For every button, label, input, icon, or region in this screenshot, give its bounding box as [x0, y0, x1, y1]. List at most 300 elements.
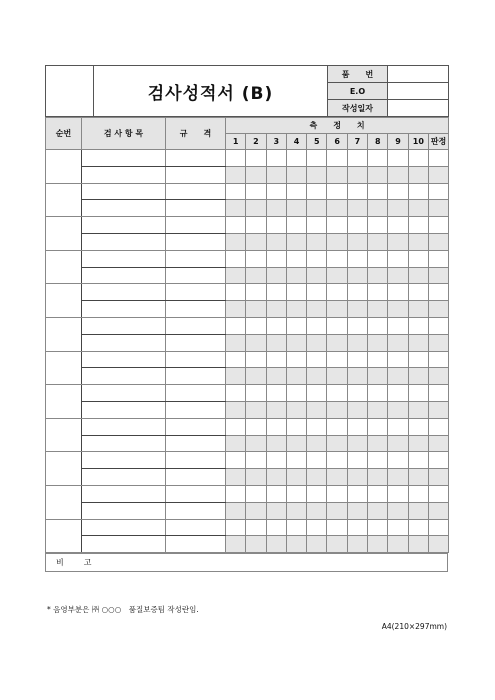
measure-cell[interactable] [368, 250, 388, 267]
measure-cell[interactable] [368, 150, 388, 167]
measure-cell[interactable] [286, 401, 306, 418]
verdict-cell[interactable] [428, 435, 448, 452]
measure-cell[interactable] [266, 418, 286, 435]
measure-cell[interactable] [347, 334, 367, 351]
item-cell[interactable] [82, 418, 166, 435]
measure-cell[interactable] [286, 200, 306, 217]
measure-cell[interactable] [327, 401, 347, 418]
measure-cell[interactable] [226, 183, 246, 200]
measure-cell[interactable] [307, 368, 327, 385]
measure-cell[interactable] [286, 317, 306, 334]
measure-cell[interactable] [347, 200, 367, 217]
item-cell[interactable] [82, 267, 166, 284]
spec-cell[interactable] [166, 418, 226, 435]
measure-cell[interactable] [286, 519, 306, 536]
measure-cell[interactable] [388, 301, 408, 318]
measure-cell[interactable] [327, 183, 347, 200]
measure-cell[interactable] [286, 150, 306, 167]
measure-cell[interactable] [347, 368, 367, 385]
measure-cell[interactable] [266, 284, 286, 301]
measure-cell[interactable] [388, 334, 408, 351]
measure-cell[interactable] [266, 536, 286, 553]
measure-cell[interactable] [286, 385, 306, 402]
spec-cell[interactable] [166, 502, 226, 519]
spec-cell[interactable] [166, 351, 226, 368]
measure-cell[interactable] [368, 502, 388, 519]
item-cell[interactable] [82, 284, 166, 301]
measure-cell[interactable] [327, 250, 347, 267]
measure-cell[interactable] [286, 368, 306, 385]
item-cell[interactable] [82, 250, 166, 267]
measure-cell[interactable] [347, 267, 367, 284]
measure-cell[interactable] [307, 200, 327, 217]
measure-cell[interactable] [388, 317, 408, 334]
measure-cell[interactable] [307, 536, 327, 553]
measure-cell[interactable] [388, 385, 408, 402]
seq-cell[interactable] [46, 150, 82, 184]
measure-cell[interactable] [266, 435, 286, 452]
measure-cell[interactable] [327, 317, 347, 334]
measure-cell[interactable] [347, 401, 367, 418]
measure-cell[interactable] [307, 385, 327, 402]
measure-cell[interactable] [266, 368, 286, 385]
seq-cell[interactable] [46, 217, 82, 251]
measure-cell[interactable] [307, 334, 327, 351]
measure-cell[interactable] [246, 368, 266, 385]
measure-cell[interactable] [368, 418, 388, 435]
measure-cell[interactable] [388, 485, 408, 502]
item-cell[interactable] [82, 452, 166, 469]
measure-cell[interactable] [226, 401, 246, 418]
measure-cell[interactable] [226, 368, 246, 385]
measure-cell[interactable] [307, 435, 327, 452]
measure-cell[interactable] [388, 166, 408, 183]
measure-cell[interactable] [246, 217, 266, 234]
item-cell[interactable] [82, 469, 166, 486]
measure-cell[interactable] [246, 469, 266, 486]
measure-cell[interactable] [226, 284, 246, 301]
measure-cell[interactable] [327, 385, 347, 402]
measure-cell[interactable] [388, 284, 408, 301]
measure-cell[interactable] [368, 351, 388, 368]
measure-cell[interactable] [327, 485, 347, 502]
measure-cell[interactable] [368, 166, 388, 183]
seq-cell[interactable] [46, 351, 82, 385]
measure-cell[interactable] [307, 150, 327, 167]
measure-cell[interactable] [286, 536, 306, 553]
verdict-cell[interactable] [428, 418, 448, 435]
spec-cell[interactable] [166, 469, 226, 486]
measure-cell[interactable] [368, 435, 388, 452]
measure-cell[interactable] [226, 435, 246, 452]
measure-cell[interactable] [226, 317, 246, 334]
item-cell[interactable] [82, 166, 166, 183]
measure-cell[interactable] [246, 385, 266, 402]
spec-cell[interactable] [166, 385, 226, 402]
measure-cell[interactable] [408, 267, 428, 284]
measure-cell[interactable] [266, 334, 286, 351]
measure-cell[interactable] [266, 502, 286, 519]
measure-cell[interactable] [226, 217, 246, 234]
measure-cell[interactable] [246, 485, 266, 502]
measure-cell[interactable] [368, 519, 388, 536]
spec-cell[interactable] [166, 368, 226, 385]
measure-cell[interactable] [368, 233, 388, 250]
measure-cell[interactable] [368, 368, 388, 385]
measure-cell[interactable] [286, 452, 306, 469]
measure-cell[interactable] [368, 485, 388, 502]
spec-cell[interactable] [166, 166, 226, 183]
measure-cell[interactable] [347, 166, 367, 183]
part-no-field[interactable] [388, 66, 449, 83]
measure-cell[interactable] [408, 452, 428, 469]
seq-cell[interactable] [46, 485, 82, 519]
measure-cell[interactable] [368, 301, 388, 318]
seq-cell[interactable] [46, 385, 82, 419]
measure-cell[interactable] [266, 401, 286, 418]
measure-cell[interactable] [388, 368, 408, 385]
measure-cell[interactable] [408, 485, 428, 502]
measure-cell[interactable] [226, 485, 246, 502]
measure-cell[interactable] [347, 351, 367, 368]
measure-cell[interactable] [408, 183, 428, 200]
measure-cell[interactable] [246, 351, 266, 368]
measure-cell[interactable] [266, 301, 286, 318]
measure-cell[interactable] [347, 485, 367, 502]
measure-cell[interactable] [286, 485, 306, 502]
item-cell[interactable] [82, 536, 166, 553]
measure-cell[interactable] [408, 519, 428, 536]
item-cell[interactable] [82, 351, 166, 368]
measure-cell[interactable] [347, 502, 367, 519]
measure-cell[interactable] [246, 301, 266, 318]
item-cell[interactable] [82, 385, 166, 402]
verdict-cell[interactable] [428, 284, 448, 301]
verdict-cell[interactable] [428, 217, 448, 234]
measure-cell[interactable] [388, 200, 408, 217]
measure-cell[interactable] [226, 351, 246, 368]
measure-cell[interactable] [266, 200, 286, 217]
seq-cell[interactable] [46, 452, 82, 486]
measure-cell[interactable] [368, 452, 388, 469]
measure-cell[interactable] [388, 150, 408, 167]
measure-cell[interactable] [307, 217, 327, 234]
measure-cell[interactable] [408, 418, 428, 435]
measure-cell[interactable] [327, 502, 347, 519]
measure-cell[interactable] [226, 452, 246, 469]
measure-cell[interactable] [286, 267, 306, 284]
measure-cell[interactable] [286, 183, 306, 200]
measure-cell[interactable] [307, 418, 327, 435]
measure-cell[interactable] [388, 418, 408, 435]
verdict-cell[interactable] [428, 250, 448, 267]
measure-cell[interactable] [226, 334, 246, 351]
verdict-cell[interactable] [428, 368, 448, 385]
measure-cell[interactable] [307, 183, 327, 200]
measure-cell[interactable] [226, 200, 246, 217]
measure-cell[interactable] [388, 469, 408, 486]
measure-cell[interactable] [368, 401, 388, 418]
measure-cell[interactable] [347, 233, 367, 250]
measure-cell[interactable] [408, 217, 428, 234]
date-field[interactable] [388, 100, 449, 117]
spec-cell[interactable] [166, 267, 226, 284]
measure-cell[interactable] [286, 418, 306, 435]
measure-cell[interactable] [347, 284, 367, 301]
measure-cell[interactable] [266, 150, 286, 167]
item-cell[interactable] [82, 301, 166, 318]
measure-cell[interactable] [408, 385, 428, 402]
measure-cell[interactable] [266, 183, 286, 200]
measure-cell[interactable] [408, 368, 428, 385]
verdict-cell[interactable] [428, 166, 448, 183]
verdict-cell[interactable] [428, 536, 448, 553]
verdict-cell[interactable] [428, 519, 448, 536]
seq-cell[interactable] [46, 250, 82, 284]
measure-cell[interactable] [246, 435, 266, 452]
spec-cell[interactable] [166, 200, 226, 217]
measure-cell[interactable] [368, 284, 388, 301]
measure-cell[interactable] [388, 452, 408, 469]
measure-cell[interactable] [327, 200, 347, 217]
measure-cell[interactable] [226, 536, 246, 553]
seq-cell[interactable] [46, 519, 82, 553]
measure-cell[interactable] [327, 536, 347, 553]
spec-cell[interactable] [166, 485, 226, 502]
measure-cell[interactable] [368, 334, 388, 351]
measure-cell[interactable] [246, 233, 266, 250]
verdict-cell[interactable] [428, 317, 448, 334]
item-cell[interactable] [82, 233, 166, 250]
verdict-cell[interactable] [428, 334, 448, 351]
measure-cell[interactable] [307, 452, 327, 469]
measure-cell[interactable] [307, 267, 327, 284]
measure-cell[interactable] [327, 368, 347, 385]
measure-cell[interactable] [347, 317, 367, 334]
measure-cell[interactable] [327, 301, 347, 318]
measure-cell[interactable] [408, 401, 428, 418]
measure-cell[interactable] [266, 233, 286, 250]
measure-cell[interactable] [307, 250, 327, 267]
measure-cell[interactable] [286, 334, 306, 351]
measure-cell[interactable] [327, 166, 347, 183]
item-cell[interactable] [82, 334, 166, 351]
measure-cell[interactable] [286, 233, 306, 250]
measure-cell[interactable] [286, 502, 306, 519]
measure-cell[interactable] [408, 150, 428, 167]
measure-cell[interactable] [327, 452, 347, 469]
measure-cell[interactable] [408, 334, 428, 351]
verdict-cell[interactable] [428, 200, 448, 217]
measure-cell[interactable] [327, 233, 347, 250]
item-cell[interactable] [82, 183, 166, 200]
measure-cell[interactable] [246, 418, 266, 435]
measure-cell[interactable] [327, 519, 347, 536]
measure-cell[interactable] [408, 233, 428, 250]
measure-cell[interactable] [327, 284, 347, 301]
measure-cell[interactable] [388, 519, 408, 536]
measure-cell[interactable] [246, 166, 266, 183]
verdict-cell[interactable] [428, 469, 448, 486]
measure-cell[interactable] [347, 217, 367, 234]
measure-cell[interactable] [408, 250, 428, 267]
spec-cell[interactable] [166, 150, 226, 167]
measure-cell[interactable] [388, 250, 408, 267]
item-cell[interactable] [82, 217, 166, 234]
measure-cell[interactable] [286, 250, 306, 267]
measure-cell[interactable] [347, 519, 367, 536]
measure-cell[interactable] [388, 183, 408, 200]
measure-cell[interactable] [347, 469, 367, 486]
measure-cell[interactable] [226, 469, 246, 486]
measure-cell[interactable] [408, 317, 428, 334]
measure-cell[interactable] [408, 301, 428, 318]
measure-cell[interactable] [246, 150, 266, 167]
eo-field[interactable] [388, 83, 449, 100]
measure-cell[interactable] [388, 401, 408, 418]
measure-cell[interactable] [327, 435, 347, 452]
measure-cell[interactable] [286, 166, 306, 183]
measure-cell[interactable] [368, 385, 388, 402]
measure-cell[interactable] [408, 200, 428, 217]
spec-cell[interactable] [166, 317, 226, 334]
measure-cell[interactable] [286, 217, 306, 234]
verdict-cell[interactable] [428, 351, 448, 368]
measure-cell[interactable] [286, 351, 306, 368]
spec-cell[interactable] [166, 519, 226, 536]
item-cell[interactable] [82, 368, 166, 385]
measure-cell[interactable] [388, 351, 408, 368]
measure-cell[interactable] [347, 452, 367, 469]
measure-cell[interactable] [307, 284, 327, 301]
measure-cell[interactable] [388, 267, 408, 284]
measure-cell[interactable] [266, 469, 286, 486]
item-cell[interactable] [82, 519, 166, 536]
measure-cell[interactable] [307, 401, 327, 418]
measure-cell[interactable] [266, 166, 286, 183]
measure-cell[interactable] [246, 317, 266, 334]
measure-cell[interactable] [246, 200, 266, 217]
measure-cell[interactable] [388, 217, 408, 234]
measure-cell[interactable] [327, 351, 347, 368]
measure-cell[interactable] [307, 502, 327, 519]
seq-cell[interactable] [46, 317, 82, 351]
measure-cell[interactable] [307, 317, 327, 334]
measure-cell[interactable] [347, 418, 367, 435]
measure-cell[interactable] [327, 469, 347, 486]
measure-cell[interactable] [226, 166, 246, 183]
measure-cell[interactable] [408, 351, 428, 368]
measure-cell[interactable] [408, 536, 428, 553]
measure-cell[interactable] [266, 267, 286, 284]
measure-cell[interactable] [266, 485, 286, 502]
measure-cell[interactable] [347, 435, 367, 452]
item-cell[interactable] [82, 317, 166, 334]
measure-cell[interactable] [266, 385, 286, 402]
spec-cell[interactable] [166, 435, 226, 452]
measure-cell[interactable] [226, 301, 246, 318]
spec-cell[interactable] [166, 233, 226, 250]
verdict-cell[interactable] [428, 150, 448, 167]
verdict-cell[interactable] [428, 401, 448, 418]
item-cell[interactable] [82, 200, 166, 217]
seq-cell[interactable] [46, 284, 82, 318]
verdict-cell[interactable] [428, 233, 448, 250]
seq-cell[interactable] [46, 183, 82, 217]
measure-cell[interactable] [368, 183, 388, 200]
measure-cell[interactable] [408, 284, 428, 301]
measure-cell[interactable] [347, 183, 367, 200]
spec-cell[interactable] [166, 401, 226, 418]
measure-cell[interactable] [347, 150, 367, 167]
measure-cell[interactable] [307, 166, 327, 183]
measure-cell[interactable] [327, 267, 347, 284]
measure-cell[interactable] [246, 284, 266, 301]
spec-cell[interactable] [166, 284, 226, 301]
measure-cell[interactable] [266, 250, 286, 267]
measure-cell[interactable] [226, 519, 246, 536]
verdict-cell[interactable] [428, 502, 448, 519]
measure-cell[interactable] [266, 217, 286, 234]
measure-cell[interactable] [347, 301, 367, 318]
measure-cell[interactable] [307, 301, 327, 318]
measure-cell[interactable] [327, 334, 347, 351]
measure-cell[interactable] [388, 536, 408, 553]
measure-cell[interactable] [246, 334, 266, 351]
measure-cell[interactable] [408, 435, 428, 452]
measure-cell[interactable] [327, 418, 347, 435]
measure-cell[interactable] [388, 502, 408, 519]
measure-cell[interactable] [368, 267, 388, 284]
seq-cell[interactable] [46, 418, 82, 452]
item-cell[interactable] [82, 401, 166, 418]
measure-cell[interactable] [226, 250, 246, 267]
measure-cell[interactable] [307, 469, 327, 486]
spec-cell[interactable] [166, 183, 226, 200]
measure-cell[interactable] [226, 267, 246, 284]
measure-cell[interactable] [286, 301, 306, 318]
measure-cell[interactable] [368, 536, 388, 553]
measure-cell[interactable] [347, 250, 367, 267]
measure-cell[interactable] [266, 351, 286, 368]
measure-cell[interactable] [226, 502, 246, 519]
spec-cell[interactable] [166, 334, 226, 351]
measure-cell[interactable] [226, 150, 246, 167]
spec-cell[interactable] [166, 452, 226, 469]
measure-cell[interactable] [307, 485, 327, 502]
verdict-cell[interactable] [428, 485, 448, 502]
measure-cell[interactable] [286, 469, 306, 486]
measure-cell[interactable] [347, 536, 367, 553]
measure-cell[interactable] [246, 250, 266, 267]
measure-cell[interactable] [368, 200, 388, 217]
measure-cell[interactable] [246, 267, 266, 284]
item-cell[interactable] [82, 485, 166, 502]
measure-cell[interactable] [246, 536, 266, 553]
measure-cell[interactable] [388, 233, 408, 250]
measure-cell[interactable] [327, 150, 347, 167]
item-cell[interactable] [82, 435, 166, 452]
measure-cell[interactable] [408, 166, 428, 183]
measure-cell[interactable] [246, 502, 266, 519]
verdict-cell[interactable] [428, 183, 448, 200]
measure-cell[interactable] [327, 217, 347, 234]
measure-cell[interactable] [266, 317, 286, 334]
measure-cell[interactable] [246, 401, 266, 418]
verdict-cell[interactable] [428, 452, 448, 469]
measure-cell[interactable] [347, 385, 367, 402]
measure-cell[interactable] [307, 351, 327, 368]
